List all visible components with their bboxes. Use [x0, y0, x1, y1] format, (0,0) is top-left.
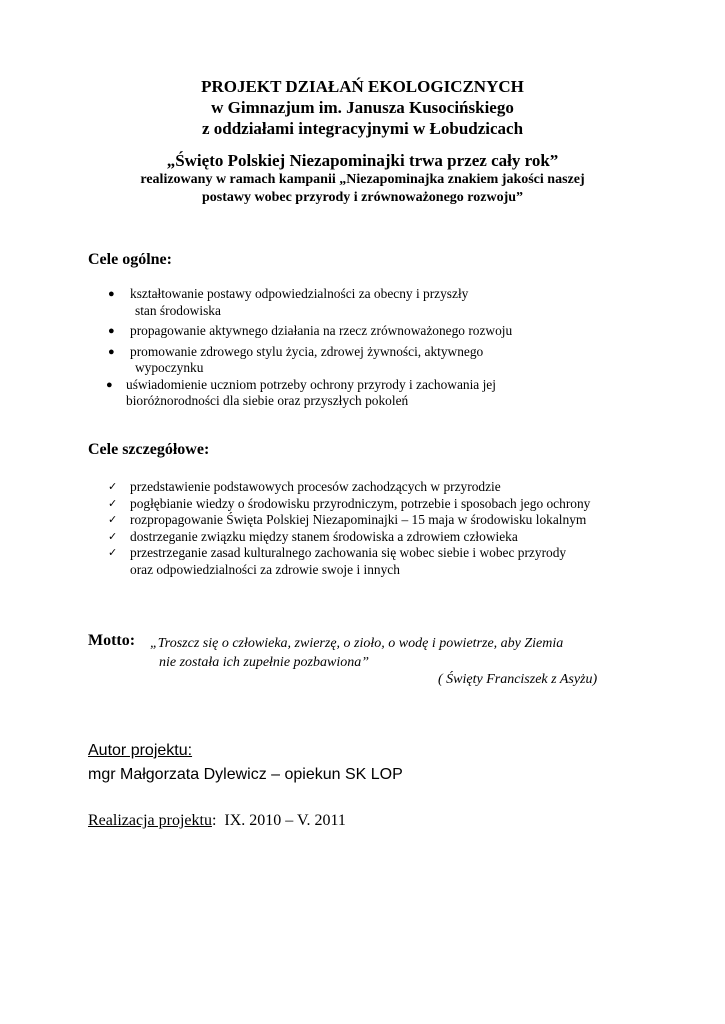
- list-item: [0, 323, 590, 340]
- list-item: [0, 286, 590, 319]
- checkmark-icon: ✓: [108, 480, 118, 493]
- list-item: [0, 344, 590, 377]
- cele-szczegolowe-list: [0, 479, 670, 579]
- list-item: [0, 512, 670, 529]
- title-line-3: z oddziałami integracyjnymi w Łobudzicach: [201, 119, 524, 138]
- realizacja-colon: :: [211, 812, 217, 829]
- realizacja-label: Realizacja projektu: [88, 812, 212, 829]
- bullet-icon: ●: [108, 288, 115, 300]
- list-item-text: przestrzeganie zasad kulturalnego zachowania się wobec siebie i wobec przyrody: [130, 545, 567, 561]
- realizacja-value: IX. 2010 – V. 2011: [216, 812, 346, 829]
- list-item-text: kształtowanie postawy odpowiedzialności za obecny i przyszły: [130, 286, 469, 301]
- list-item-text: propagowanie aktywnego działania na rzecz zrównoważonego rozwoju: [130, 323, 513, 338]
- list-item-text-continued: wypoczynku: [135, 360, 204, 375]
- bullet-icon: ●: [108, 345, 115, 358]
- title-line-2: w Gimnazjum im. Janusza Kusocińskiego: [211, 98, 514, 117]
- title-line-1: PROJEKT DZIAŁAŃ EKOLOGICZNYCH: [201, 77, 524, 96]
- cele-ogolne-title: Cele ogólne:: [88, 251, 172, 268]
- motto-quote-line-2: nie została ich zupełnie pozbawiona”: [159, 655, 369, 670]
- list-item-text: przedstawienie podstawowych procesów zachodzących w przyrodzie: [130, 479, 501, 494]
- document-header: [0, 76, 725, 207]
- list-item: [0, 496, 670, 513]
- list-item-text-continued: stan środowiska: [135, 302, 221, 318]
- list-item-text-continued: bioróżnorodności dla siebie oraz przyszłych pokoleń: [126, 393, 409, 408]
- list-item: [0, 529, 670, 546]
- author-name: mgr Małgorzata Dylewicz – opiekun SK LOP: [88, 766, 403, 783]
- list-item-text: pogłębianie wiedzy o środowisku przyrodniczym, potrzebie i sposobach jego ochrony: [130, 495, 591, 511]
- motto-quote-line-1: „Troszcz się o człowieka, zwierzę, o zioło, o wodę i powietrze, aby Ziemia: [150, 636, 564, 651]
- list-item-text: rozpropagowanie Święta Polskiej Niezapominajki – 15 maja w środowisku lokalnym: [130, 512, 587, 528]
- list-item-text: dostrzeganie związku między stanem środowiska a zdrowiem człowieka: [130, 528, 518, 544]
- checkmark-icon: ✓: [108, 513, 118, 527]
- list-item-text: uświadomienie uczniom potrzeby ochrony przyrody i zachowania jej: [126, 376, 496, 392]
- list-item: [0, 545, 670, 578]
- motto-quote: [150, 634, 563, 672]
- author-label: Autor projektu:: [88, 742, 193, 759]
- cele-szczegolowe-title: Cele szczegółowe:: [88, 441, 210, 458]
- subtitle-line-2: postawy wobec przyrody i zrównoważonego rozwoju”: [201, 190, 524, 205]
- list-item-text: promowanie zdrowego stylu życia, zdrowej żywności, aktywnego: [130, 343, 484, 359]
- bullet-icon: ●: [108, 325, 115, 337]
- list-item: [0, 479, 670, 496]
- bullet-icon: ●: [106, 378, 113, 391]
- checkmark-icon: ✓: [108, 496, 118, 510]
- checkmark-icon: ✓: [108, 529, 118, 543]
- list-item: [0, 377, 586, 410]
- realizacja-line: [88, 812, 346, 830]
- project-name: „Święto Polskiej Niezapominajki trwa przez cały rok”: [166, 151, 559, 170]
- list-item-text-continued: oraz odpowiedzialności za zdrowie swoje i innych: [130, 561, 400, 577]
- motto-author: ( Święty Franciszek z Asyżu): [438, 672, 598, 687]
- cele-ogolne-list: [0, 286, 590, 410]
- motto-label: Motto:: [88, 632, 136, 649]
- checkmark-icon: ✓: [108, 546, 118, 560]
- subtitle-line-1: realizowany w ramach kampanii „Niezapominajka znakiem jakości naszej: [140, 172, 585, 187]
